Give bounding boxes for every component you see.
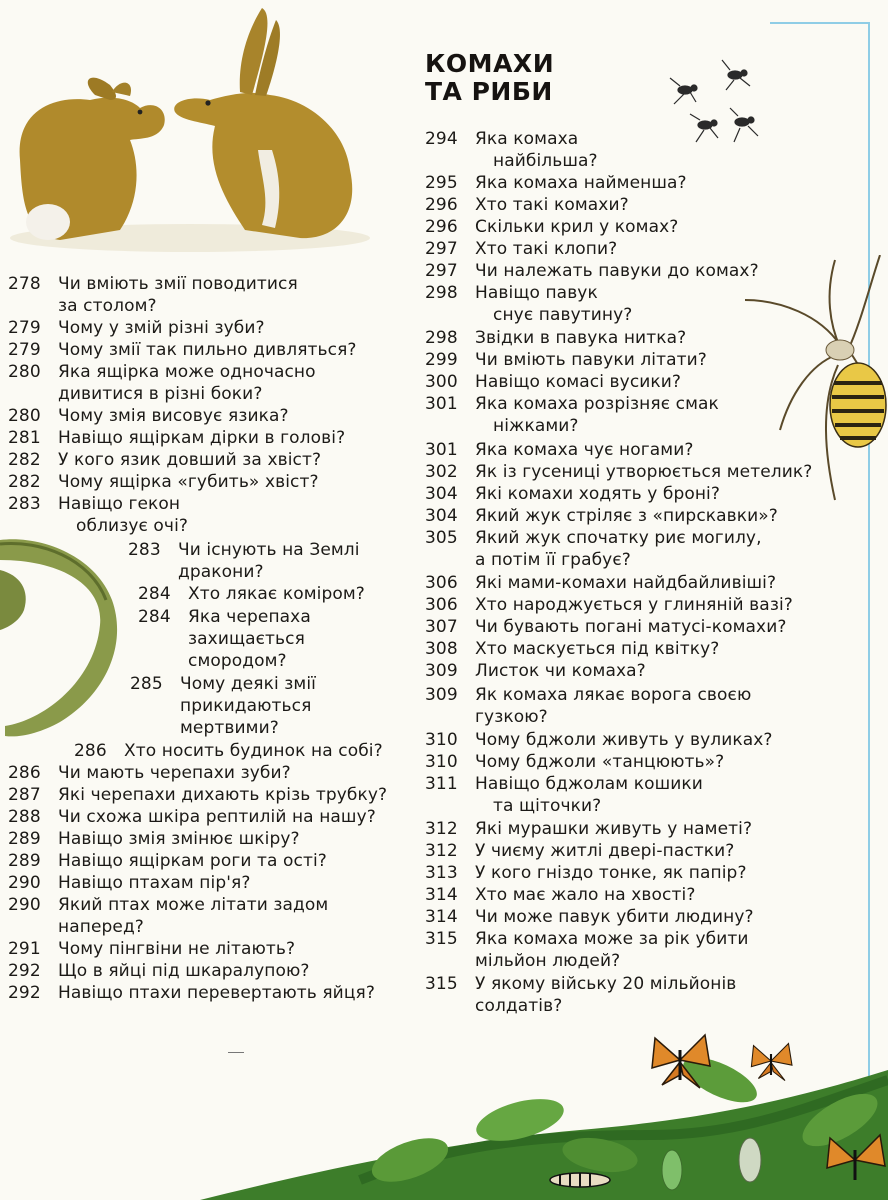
toc-entry[interactable] bbox=[8, 960, 310, 982]
page-number: 307 bbox=[425, 617, 458, 637]
page-number: 284 bbox=[138, 584, 171, 604]
entry-title: У якому війську 20 мільйонів солдатів? bbox=[475, 974, 737, 1016]
entry-title: Хто має жало на хвості? bbox=[475, 885, 696, 905]
entry-title: Навіщо ящіркам дірки в голові? bbox=[58, 428, 346, 448]
section-title-line-2: ТА РИБИ bbox=[425, 77, 553, 106]
page-number: 298 bbox=[425, 328, 458, 348]
toc-entry[interactable] bbox=[8, 273, 298, 317]
page-number: 280 bbox=[8, 406, 41, 426]
entry-title: Чому бджоли «танцюють»? bbox=[475, 752, 725, 772]
toc-entry[interactable] bbox=[138, 606, 311, 672]
page-number: 302 bbox=[425, 462, 458, 482]
page-number: 294 bbox=[425, 129, 458, 149]
entry-title: Чи належать павуки до комах? bbox=[475, 261, 759, 281]
page-number: 292 bbox=[8, 983, 41, 1003]
page-number: 296 bbox=[425, 195, 458, 215]
entry-title: Що в яйці під шкаралупою? bbox=[58, 961, 310, 981]
page-number: 311 bbox=[425, 774, 458, 794]
page-number: 295 bbox=[425, 173, 458, 193]
toc-entry[interactable] bbox=[8, 850, 327, 872]
section-title bbox=[425, 50, 554, 106]
entry-title: Які черепахи дихають крізь трубку? bbox=[58, 785, 388, 805]
entry-title: Хто маскується під квітку? bbox=[475, 639, 720, 659]
page-frame-line bbox=[868, 22, 870, 1112]
entry-title: Навіщо гекон облизує очі? bbox=[58, 494, 189, 536]
page-number: 290 bbox=[8, 895, 41, 915]
page-number: 292 bbox=[8, 961, 41, 981]
page-number: 287 bbox=[8, 785, 41, 805]
page-number: 288 bbox=[8, 807, 41, 827]
toc-entry[interactable] bbox=[425, 327, 686, 349]
entry-title: Навіщо павук снує павутину? bbox=[475, 283, 633, 325]
page-number: 309 bbox=[425, 685, 458, 705]
toc-entry[interactable] bbox=[130, 673, 316, 739]
entry-title: Хто такі клопи? bbox=[475, 239, 618, 259]
page-number: 283 bbox=[8, 494, 41, 514]
page-number: 284 bbox=[138, 607, 171, 627]
print-mark bbox=[228, 1052, 244, 1053]
entry-title: Хто народжується у глиняній вазі? bbox=[475, 595, 793, 615]
entry-title: Які мурашки живуть у наметі? bbox=[475, 819, 753, 839]
toc-entry[interactable] bbox=[425, 194, 629, 216]
toc-entry[interactable] bbox=[425, 439, 694, 461]
page-number: 309 bbox=[425, 661, 458, 681]
toc-entry[interactable] bbox=[8, 493, 188, 537]
toc-entry[interactable] bbox=[425, 216, 678, 238]
page-number: 286 bbox=[8, 763, 41, 783]
entry-title: Навіщо птахи перевертають яйця? bbox=[58, 983, 375, 1003]
entry-title: Чи вміють павуки літати? bbox=[475, 350, 707, 370]
page-number: 301 bbox=[425, 440, 458, 460]
page-number: 299 bbox=[425, 350, 458, 370]
toc-entry[interactable] bbox=[8, 405, 289, 427]
entry-title: Чому змії так пильно дивляться? bbox=[58, 340, 357, 360]
toc-entry[interactable] bbox=[8, 938, 295, 960]
ants-illustration bbox=[660, 50, 770, 160]
page-number: 301 bbox=[425, 394, 458, 414]
entry-title: Навіщо бджолам кошики та щіточки? bbox=[475, 774, 703, 816]
entry-title: У кого язик довший за хвіст? bbox=[58, 450, 322, 470]
hares-illustration bbox=[0, 0, 370, 260]
page-number: 298 bbox=[425, 283, 458, 303]
toc-entry[interactable] bbox=[425, 594, 793, 616]
toc-entry[interactable] bbox=[425, 729, 773, 751]
page-number: 296 bbox=[425, 217, 458, 237]
entry-title: Навіщо комасі вусики? bbox=[475, 372, 682, 392]
toc-entry[interactable] bbox=[425, 862, 747, 884]
toc-entry[interactable] bbox=[425, 638, 719, 660]
section-title-line-1: КОМАХИ bbox=[425, 49, 555, 78]
toc-entry[interactable] bbox=[425, 616, 786, 638]
page-number: 310 bbox=[425, 730, 458, 750]
toc-entry[interactable] bbox=[425, 751, 724, 773]
toc-entry[interactable] bbox=[8, 784, 387, 806]
entry-title: Який птах може літати задом наперед? bbox=[58, 895, 329, 937]
page-number: 279 bbox=[8, 340, 41, 360]
toc-entry[interactable] bbox=[8, 449, 321, 471]
entry-title: Які комахи ходять у броні? bbox=[475, 484, 720, 504]
page-number: 297 bbox=[425, 261, 458, 281]
toc-entry[interactable] bbox=[8, 762, 291, 784]
entry-title: Хто лякає коміром? bbox=[188, 584, 365, 604]
toc-entry[interactable] bbox=[425, 973, 736, 1017]
page-number: 285 bbox=[130, 674, 163, 694]
toc-entry[interactable] bbox=[425, 393, 719, 437]
toc-entry[interactable] bbox=[425, 505, 778, 527]
entry-title: Як комаха лякає ворога своєю гузкою? bbox=[475, 685, 752, 727]
page-number: 279 bbox=[8, 318, 41, 338]
page-number: 304 bbox=[425, 506, 458, 526]
toc-entry[interactable] bbox=[8, 872, 250, 894]
entry-title: Навіщо ящіркам роги та ості? bbox=[58, 851, 327, 871]
toc-entry[interactable] bbox=[425, 527, 762, 571]
toc-entry[interactable] bbox=[74, 740, 383, 762]
entry-title: Хто носить будинок на собі? bbox=[124, 741, 383, 761]
entry-title: Який жук спочатку риє могилу, а потім її грабує? bbox=[475, 528, 762, 570]
entry-title: Чому змія висовує язика? bbox=[58, 406, 289, 426]
toc-entry[interactable] bbox=[425, 349, 707, 371]
lizard-illustration bbox=[0, 530, 130, 740]
entry-title: Чи може павук убити людину? bbox=[475, 907, 754, 927]
entry-title: Яка комаха може за рік убити мільйон людей? bbox=[475, 929, 749, 971]
toc-entry[interactable] bbox=[8, 317, 265, 339]
toc-entry[interactable] bbox=[425, 660, 646, 682]
page-number: 314 bbox=[425, 885, 458, 905]
page-number: 278 bbox=[8, 274, 41, 294]
toc-entry[interactable] bbox=[128, 539, 360, 583]
entry-title: У чиєму житлі двері-пастки? bbox=[475, 841, 735, 861]
toc-entry[interactable] bbox=[425, 483, 720, 505]
page-number: 291 bbox=[8, 939, 41, 959]
toc-entry[interactable] bbox=[425, 840, 734, 862]
toc-entry[interactable] bbox=[8, 894, 328, 938]
entry-title: Чи існують на Землі дракони? bbox=[178, 540, 360, 582]
entry-title: Яка комаха найменша? bbox=[475, 173, 687, 193]
entry-title: Чому деякі змії прикидаються мертвими? bbox=[180, 674, 316, 738]
entry-title: Яка комаха чує ногами? bbox=[475, 440, 694, 460]
toc-entry[interactable] bbox=[8, 471, 319, 493]
entry-title: Навіщо змія змінює шкіру? bbox=[58, 829, 300, 849]
toc-entry[interactable] bbox=[138, 583, 365, 605]
page-number: 281 bbox=[8, 428, 41, 448]
toc-entry[interactable] bbox=[425, 773, 703, 817]
entry-title: Як із гусениці утворюється метелик? bbox=[475, 462, 813, 482]
entry-title: Яка комаха найбільша? bbox=[475, 129, 598, 171]
entry-title: Чи мають черепахи зуби? bbox=[58, 763, 291, 783]
entry-title: У кого гніздо тонке, як папір? bbox=[475, 863, 747, 883]
page-number: 306 bbox=[425, 595, 458, 615]
toc-entry[interactable] bbox=[425, 461, 812, 483]
toc-entry[interactable] bbox=[425, 128, 598, 172]
page-number: 313 bbox=[425, 863, 458, 883]
page-number: 282 bbox=[8, 450, 41, 470]
entry-title: Навіщо птахам пір'я? bbox=[58, 873, 251, 893]
page-number: 290 bbox=[8, 873, 41, 893]
toc-entry[interactable] bbox=[425, 818, 752, 840]
toc-entry[interactable] bbox=[425, 572, 776, 594]
page-number: 283 bbox=[128, 540, 161, 560]
entry-title: Чи вміють змії поводитися за столом? bbox=[58, 274, 298, 316]
entry-title: Який жук стріляє з «пирскавки»? bbox=[475, 506, 778, 526]
entry-title: Чому пінгвіни не літають? bbox=[58, 939, 296, 959]
entry-title: Які мами-комахи найдбайливіші? bbox=[475, 573, 777, 593]
entry-title: Хто такі комахи? bbox=[475, 195, 629, 215]
entry-title: Чому бджоли живуть у вуликах? bbox=[475, 730, 773, 750]
page-number: 286 bbox=[74, 741, 107, 761]
entry-title: Звідки в павука нитка? bbox=[475, 328, 687, 348]
toc-entry[interactable] bbox=[425, 260, 759, 282]
page-number: 280 bbox=[8, 362, 41, 382]
toc-entry[interactable] bbox=[425, 282, 632, 326]
toc-entry[interactable] bbox=[425, 172, 687, 194]
toc-entry[interactable] bbox=[425, 238, 617, 260]
butterfly-plant-illustration bbox=[200, 1010, 888, 1200]
toc-entry[interactable] bbox=[8, 828, 300, 850]
page-number: 300 bbox=[425, 372, 458, 392]
toc-entry[interactable] bbox=[425, 371, 681, 393]
entry-title: Чи бувають погані матусі-комахи? bbox=[475, 617, 787, 637]
entry-title: Скільки крил у комах? bbox=[475, 217, 679, 237]
toc-entry[interactable] bbox=[8, 982, 375, 1004]
page-number: 315 bbox=[425, 974, 458, 994]
toc-entry[interactable] bbox=[8, 339, 357, 361]
toc-entry[interactable] bbox=[425, 884, 695, 906]
entry-title: Яка ящірка може одночасно дивитися в різні боки? bbox=[58, 362, 316, 404]
page-frame-top bbox=[770, 22, 870, 24]
entry-title: Чому ящірка «губить» хвіст? bbox=[58, 472, 319, 492]
page-number: 289 bbox=[8, 829, 41, 849]
page-number: 314 bbox=[425, 907, 458, 927]
page-number: 312 bbox=[425, 841, 458, 861]
entry-title: Чи схожа шкіра рептилій на нашу? bbox=[58, 807, 376, 827]
page-number: 305 bbox=[425, 528, 458, 548]
entry-title: Яка комаха розрізняє смак ніжками? bbox=[475, 394, 719, 436]
page-number: 297 bbox=[425, 239, 458, 259]
toc-entry[interactable] bbox=[8, 361, 316, 405]
page-number: 304 bbox=[425, 484, 458, 504]
page-number: 315 bbox=[425, 929, 458, 949]
page-number: 308 bbox=[425, 639, 458, 659]
entry-title: Яка черепаха захищається смородом? bbox=[188, 607, 311, 671]
toc-entry[interactable] bbox=[425, 928, 749, 972]
page-number: 282 bbox=[8, 472, 41, 492]
page-number: 312 bbox=[425, 819, 458, 839]
entry-title: Листок чи комаха? bbox=[475, 661, 646, 681]
entry-title: Чому у змій різні зуби? bbox=[58, 318, 265, 338]
toc-entry[interactable] bbox=[425, 684, 751, 728]
page-number: 310 bbox=[425, 752, 458, 772]
toc-entry[interactable] bbox=[8, 806, 376, 828]
page-number: 289 bbox=[8, 851, 41, 871]
page-number: 306 bbox=[425, 573, 458, 593]
toc-entry[interactable] bbox=[8, 427, 345, 449]
toc-entry[interactable] bbox=[425, 906, 754, 928]
